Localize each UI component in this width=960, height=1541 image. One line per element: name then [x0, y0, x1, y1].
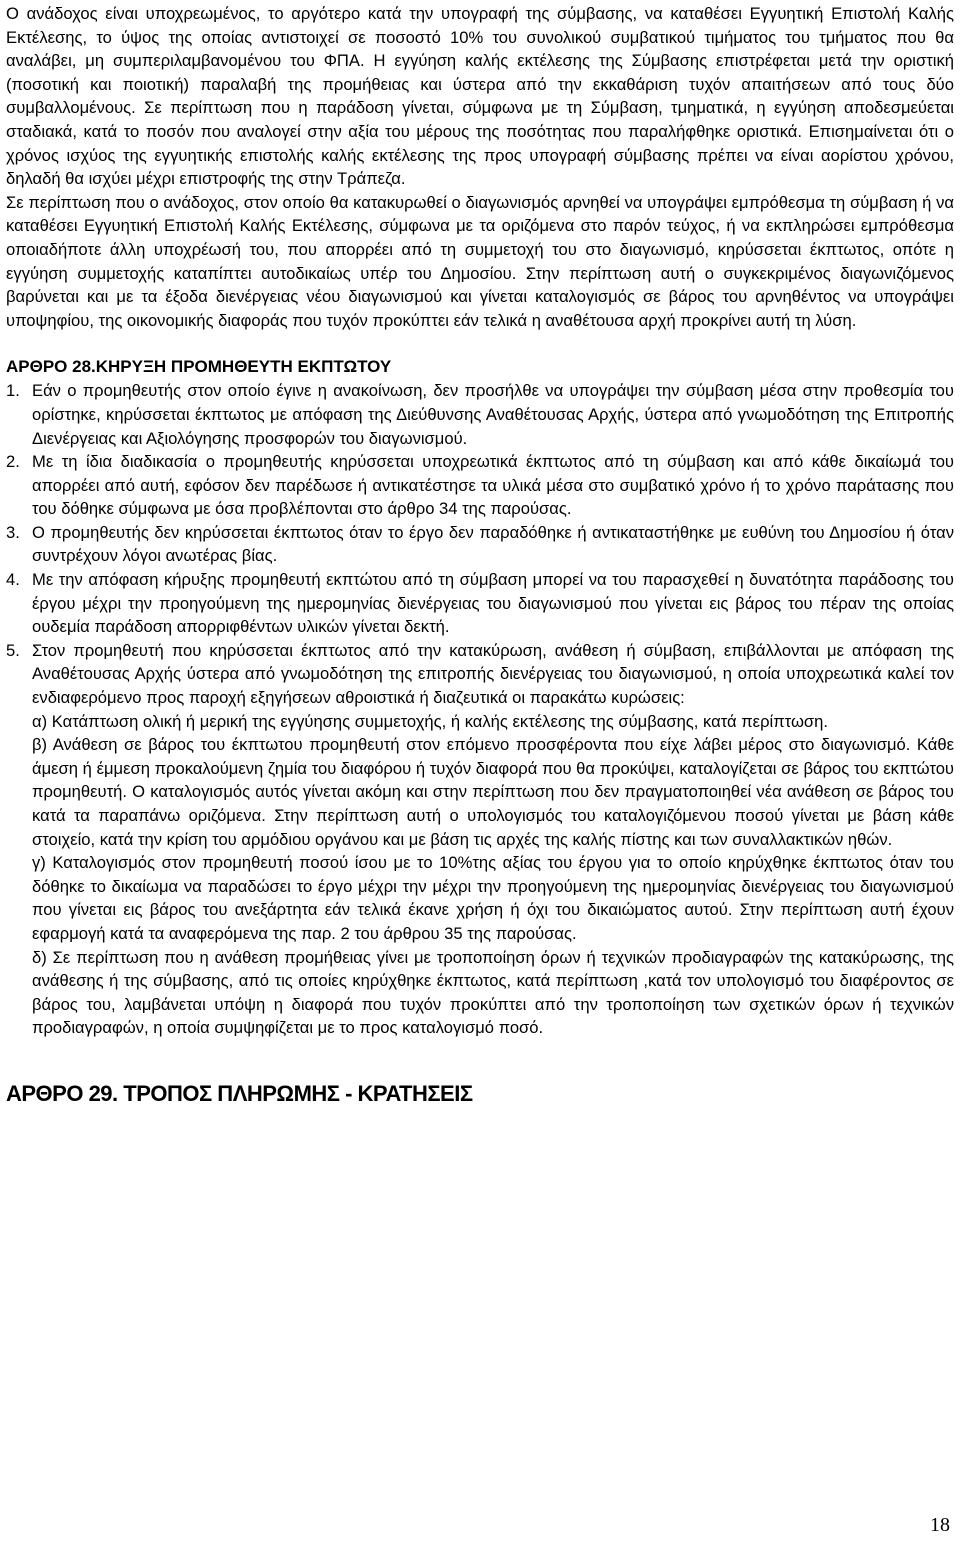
article-28-heading: ΑΡΘΡΟ 28.ΚΗΡΥΞΗ ΠΡΟΜΗΘΕΥΤΗ ΕΚΠΤΩΤΟΥ	[6, 357, 392, 377]
article-29-heading: ΑΡΘΡΟ 29. ΤΡΟΠΟΣ ΠΛΗΡΩΜΗΣ - ΚΡΑΤΗΣΕΙΣ	[6, 1080, 473, 1106]
list-item	[6, 379, 954, 450]
list-item	[6, 450, 954, 521]
list-item-text: Στον προμηθευτή που κηρύσσεται έκπτωτος από την κατακύρωση, ανάθεση ή σύμβαση, επιβάλλονται με απόφαση της Αναθέτουσας Αρχής ύστερα από γνωμοδότηση της επιτροπής διενέργειας του διαγωνισμού, η οποία υποχρεωτικά καλεί τον ενδιαφερόμενο προς παροχή εξηγήσεων αθροιστικά ή διαζευτικά οι παρακάτω κυρώσεις:	[32, 640, 954, 708]
list-item-number: 4.	[6, 570, 20, 590]
list-item-number: 2.	[6, 452, 20, 472]
list-item-number: 5.	[6, 640, 20, 660]
list-item	[6, 639, 954, 710]
list-item-text: Με τη ίδια διαδικασία ο προμηθευτής κηρύσσεται υποχρεωτικά έκπτωτος από τη σύμβαση και από κάθε δικαίωμά του απορρέει από αυτή, εφόσον δεν παρέδωσε ή αντικατέστησε τα υλικά μέσα στο συμβατικό χρόνο ή το χρόνο παράτασης που του δόθηκε σύμφωνα με όσα προβλέπονται στο άρθρο 34 της παρούσας.	[32, 452, 954, 519]
sanction-item: γ) Καταλογισμός στον προμηθευτή ποσού ίσου με το 10%της αξίας του έργου για το οποίο κηρύχθηκε έκπτωτος όταν του δόθηκε το δικαίωμα να παραδώσει το έργο μέχρι την μέχρι την προηγούμενη της ημερομηνίας διενέργειας του διαγωνισμού που γίνεται εις βάρος του ανεξάρτητα εάν τελικά έκανε χρήση ή όχι του δικαιώματος αυτού. Στην περίπτωση αυτή έχουν εφαρμογή κατά τα αναφερόμενα της παρ. 2 του άρθρου 35 της παρούσας.	[32, 853, 954, 943]
paragraph-performance-guarantee: Ο ανάδοχος είναι υποχρεωμένος, το αργότερο κατά την υπογραφή της σύμβασης, να καταθέσει Εγγυητική Επιστολή Καλής Εκτέλεσης, το ύψος της οποίας αντιστοιχεί σε ποσοστό 10% του συνολικού συμβατικού τιμήματος του τμήματος που θα αναλάβει, μη συμπεριλαμβανομένου του ΦΠΑ. Η εγγύηση καλής εκτέλεσης της Σύμβασης επιστρέφεται μετά την οριστική (ποσοτική και ποιοτική) παραλαβή της προμήθειας και ύστερα από την εκκαθάριση τυχόν απαιτήσεων από τους δύο συμβαλλομένους. Σε περίπτωση που η παράδοση γίνεται, σύμφωνα με τη Σύμβαση, τμηματικά, η εγγύηση αποδεσμεύεται σταδιακά, κατά το ποσόν που αναλογεί στην αξία του μέρους της ποσότητας που παραλήφθηκε οριστικά. Επισημαίνεται ότι ο χρόνος ισχύος της εγγυητικής επιστολής καλής εκτέλεσης της προς υπογραφή σύμβασης πρέπει να είναι αορίστου χρόνου, δηλαδή θα ισχύει μέχρι επιστροφής της στην Τράπεζα.	[6, 4, 954, 189]
list-item-number: 1.	[6, 381, 20, 401]
list-item-text: Εάν ο προμηθευτής στον οποίο έγινε η ανακοίνωση, δεν προσήλθε να υπογράψει την σύμβαση μέσα στην προθεσμία του ορίστηκε, κηρύσσεται έκπτωτος με απόφαση της Διεύθυνσης Αναθέτουσας Αρχής, ύστερα από γνωμοδότηση της Επιτροπής Διενέργειας και Αξιολόγησης προσφορών του διαγωνισμού.	[32, 381, 954, 448]
page-number: 18	[930, 1514, 950, 1536]
sanction-item: β) Ανάθεση σε βάρος του έκπτωτου προμηθευτή στον επόμενο προσφέροντα που είχε λάβει μέρος στο διαγωνισμό. Κάθε άμεση ή έμμεση προκαλούμενη ζημία του διαφόρου ή τυχόν διαφορά που θα προκύψει, καταλογίζεται σε βάρος του εκπτώτου προμηθευτή. Ο καταλογισμός αυτός γίνεται ακόμη και στην περίπτωση που δεν πραγματοποιηθεί νέα ανάθεση σε βάρος του κατά τα παραπάνω οριζόμενα. Στην περίπτωση αυτή ο υπολογισμός του καταλογιζόμενου ποσού γίνεται με βάση κάθε στοιχείο, κατά την κρίση του αρμόδιου οργάνου και με βάση τις αρχές της καλής πίστης και των συναλλακτικών ηθών.	[32, 735, 954, 849]
list-item	[6, 568, 954, 639]
list-item-text: Με την απόφαση κήρυξης προμηθευτή εκπτώτου από τη σύμβαση μπορεί να του παρασχεθεί η δυνατότητα παράδοσης του έργου μέχρι την προηγούμενη της ημερομηνίας διενέργειας του διαγωνισμού που γίνεται εις βάρος του πέραν της οποίας ουδεμία παράδοση απορριφθέντων υλικών γίνεται δεκτή.	[32, 570, 954, 637]
list-item-text: Ο προμηθευτής δεν κηρύσσεται έκπτωτος όταν το έργο δεν παραδόθηκε ή αντικαταστήθηκε με ευθύνη του Δημοσίου ή όταν συντρέχουν λόγοι ανωτέρας βίας.	[32, 522, 954, 566]
list-item-number: 3.	[6, 522, 20, 542]
paragraph-refusal-to-sign: Σε περίπτωση που ο ανάδοχος, στον οποίο θα κατακυρωθεί ο διαγωνισμός αρνηθεί να υπογράψει εμπρόθεσμα τη σύμβαση ή να καταθέσει Εγγυητική Επιστολή Καλής Εκτέλεσης, σύμφωνα με τα οριζόμενα στο παρόν τεύχος, ή να εκπληρώσει εμπρόθεσμα οποιαδήποτε άλλη υποχρέωσή του, που απορρέει από τη συμμετοχή του στο διαγωνισμό, κηρύσσεται έκπτωτος, οπότε η εγγύηση συμμετοχής καταπίπτει αυτοδικαίως υπέρ του Δημοσίου. Στην περίπτωση αυτή ο συγκεκριμένος διαγωνιζόμενος βαρύνεται και με τα έξοδα διενέργειας νέου διαγωνισμού και γίνεται καταλογισμός σε βάρος του αρνηθέντος να υπογράψει υποψηφίου, της οικονομικής διαφοράς που τυχόν προκύπτει εάν τελικά η αναθέτουσα αρχή προκρίνει αυτή τη λύση.	[6, 192, 954, 330]
sanction-item: α) Κατάπτωση ολική ή μερική της εγγύησης συμμετοχής, ή καλής εκτέλεσης της σύμβασης, κατά περίπτωση.	[32, 711, 829, 731]
sanction-item: δ) Σε περίπτωση που η ανάθεση προμήθειας γίνει με τροποποίηση όρων ή τεχνικών προδιαγραφών της κατακύρωσης, της ανάθεσης ή της σύμβασης, από τις οποίες κηρύχθηκε έκπτωτος, κατά περίπτωση ,κατά τον υπολογισμό του διαφέροντος σε βάρος του, λαμβάνεται υπόψη η διαφορά που τυχόν προκύπτει από την τροποποίηση των σχετικών όρων ή τεχνικών προδιαγραφών, η οποία συμψηφίζεται με το προς καταλογισμό ποσό.	[32, 947, 954, 1038]
list-item	[6, 521, 954, 568]
document-page	[6, 2, 954, 1108]
